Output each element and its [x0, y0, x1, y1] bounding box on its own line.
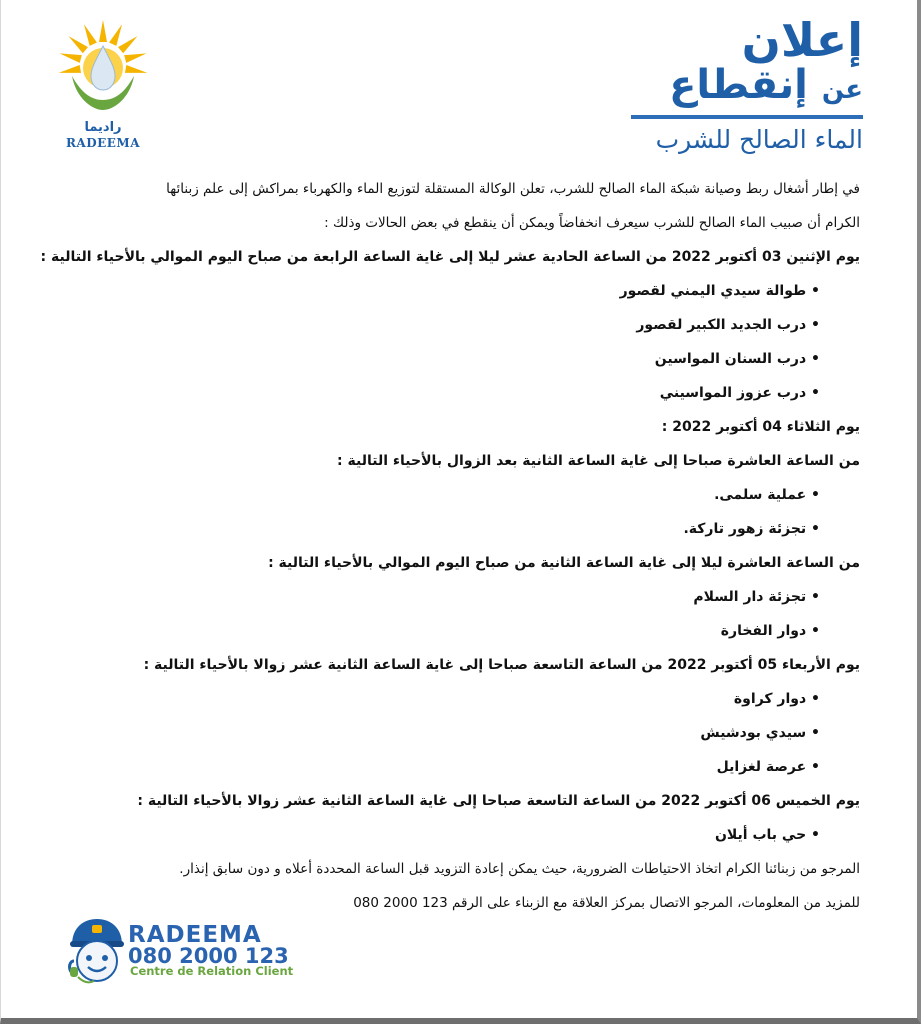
thursday-header: يوم الخميس 06 أكتوبر 2022 من الساعة التاسعة صباحا إلى غاية الساعة الثانية عشر زوالا بالأحياء التالية : — [137, 793, 860, 809]
intro-line-1: في إطار أشغال ربط وصيانة شبكة الماء الصالح للشرب، تعلن الوكالة المستقلة لتوزيع الماء والكهرباء بمراكش إلى علم زبنائها — [166, 181, 860, 197]
headline-outage — [623, 64, 863, 111]
list-item: • تجزئة زهور تاركة. — [40, 512, 860, 546]
sun-drop-icon — [58, 20, 148, 120]
list-item: • دوار كراوة — [40, 682, 860, 716]
headline-outage-word: إنقطاع — [669, 62, 808, 108]
list-item: • درب السنان المواسين — [40, 342, 860, 376]
logo-latin-text: RADEEMA — [65, 136, 141, 150]
tuesday-header: يوم الثلاثاء 04 أكتوبر 2022 : — [661, 419, 860, 435]
list-item: • حي باب أيلان — [40, 818, 860, 852]
headline-announcement: إعلان — [741, 13, 863, 67]
headline-about: عن — [821, 75, 863, 105]
wednesday-header: يوم الأربعاء 05 أكتوبر 2022 من الساعة التاسعة صباحا إلى غاية الساعة الثانية عشر زوالا بالأحياء التالية : — [143, 657, 860, 673]
tuesday-subheader-2: من الساعة العاشرة ليلا إلى غاية الساعة الثانية من صباح اليوم الموالي بالأحياء التالية : — [268, 555, 860, 571]
mascot-icon — [62, 915, 132, 990]
tuesday-subheader-1: من الساعة العاشرة صباحا إلى غاية الساعة الثانية بعد الزوال بالأحياء التالية : — [337, 453, 860, 469]
footer-phone: 080 2000 123 — [128, 944, 289, 968]
list-item: • عرصة لغزايل — [40, 750, 860, 784]
closing-line-2: للمزيد من المعلومات، المرجو الاتصال بمركز العلاقة مع الزبناء على الرقم 123 2000 080 — [353, 895, 860, 911]
headline-divider — [631, 115, 863, 119]
footer-brand: RADEEMA — [128, 922, 262, 948]
headline-drinking-water: الماء الصالح للشرب — [655, 125, 863, 154]
list-item: • درب الجديد الكبير لقصور — [40, 308, 860, 342]
list-item: • سيدي بودشيش — [40, 716, 860, 750]
closing-line-1: المرجو من زبنائنا الكرام اتخاذ الاحتياطات الضرورية، حيث يمكن إعادة التزويد قبل الساعة المحددة أعلاه و دون سابق إنذار. — [179, 861, 860, 877]
monday-header: يوم الإثنين 03 أكتوبر 2022 من الساعة الحادية عشر ليلا إلى غاية الساعة الرابعة من صباح اليوم الموالي بالأحياء التالية : — [40, 249, 860, 265]
footer-subtitle: Centre de Relation Client — [130, 964, 294, 978]
list-item: • درب عزوز المواسيني — [40, 376, 860, 410]
intro-line-2: الكرام أن صبيب الماء الصالح للشرب سيعرف انخفاضاً ويمكن أن ينقطع في بعض الحالات وذلك : — [324, 215, 860, 231]
list-item: • دوار الفخارة — [40, 614, 860, 648]
list-item: • عملية سلمى. — [40, 478, 860, 512]
list-item: • تجزئة دار السلام — [40, 580, 860, 614]
announcement-headline — [623, 13, 863, 155]
list-item: • طوالة سيدي اليمني لقصور — [40, 274, 860, 308]
logo-arabic-text: راديما — [84, 120, 122, 135]
announcement-body — [40, 172, 860, 920]
radeema-logo — [58, 20, 148, 150]
